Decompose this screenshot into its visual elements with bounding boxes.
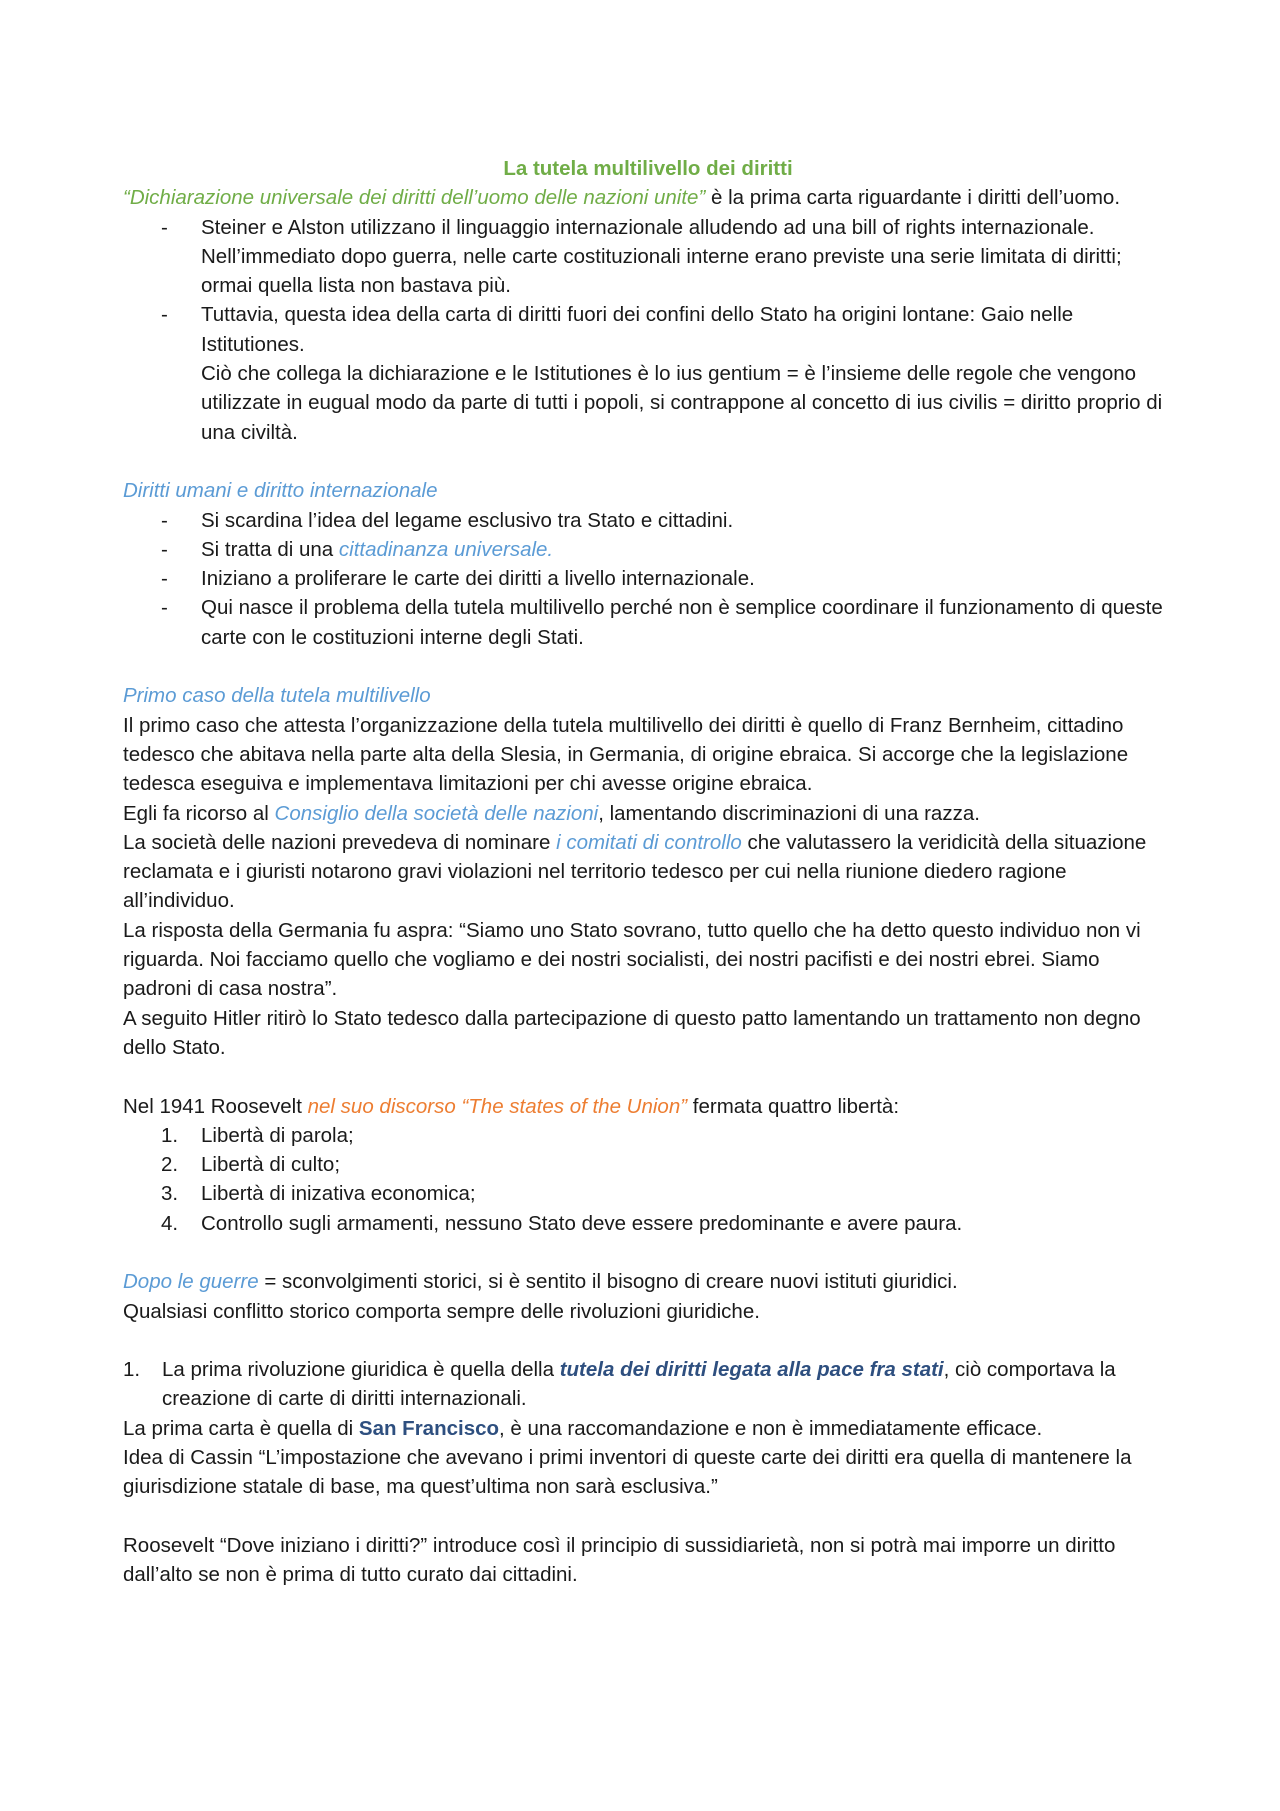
list-item: [123, 1121, 1173, 1150]
spacer: [123, 447, 1173, 476]
spacer: [123, 1238, 1173, 1267]
intro-quote: “Dichiarazione universale dei diritti dell’uomo delle nazioni unite”: [123, 186, 706, 210]
text: , lamentando discriminazioni di una razza.: [598, 801, 980, 825]
section-heading-first-case: Primo caso della tutela multilivello: [123, 684, 431, 708]
hitler-paragraph: A seguito Hitler ritirò lo Stato tedesco dalla partecipazione di questo patto lamentando un trattamento non degno dello Stato.: [123, 1006, 1141, 1059]
council-paragraph: [123, 799, 1173, 828]
list-item: - Iniziano a proliferare le carte dei diritti a livello internazionale.: [123, 564, 1173, 593]
council-text: Consiglio della società delle nazioni: [274, 801, 599, 825]
subsidiarity-paragraph: Roosevelt “Dove iniziano i diritti?” introduce così il principio di sussidiarietà, non si potrà mai imporre un diritto dall’alto se non è prima di tutto curato dai cittadini.: [123, 1533, 1116, 1587]
list-number: 1.: [161, 1123, 179, 1147]
list-number: 1.: [123, 1358, 141, 1382]
intro-paragraph: [123, 183, 1173, 212]
after-wars-text: Dopo le guerre: [123, 1270, 259, 1294]
list-item: - Steiner e Alston utilizzano il linguaggio internazionale alludendo ad una bill of rights internazionale. Nell’immediato dopo guerra, nelle carte costituzionali interne erano previste una serie limitata di diritti; ormai quella lista non bastava più.: [123, 213, 1173, 301]
list-item-text: Libertà di culto;: [201, 1153, 341, 1177]
revolution-list: [123, 1355, 1173, 1414]
text: che valutassero la veridicità della situazione reclamata e i giuristi notarono gravi violazioni nel territorio tedesco per cui nella riunione diedero ragione all’individuo.: [123, 830, 1147, 913]
committees-text: i comitati di controllo: [556, 830, 742, 854]
list-item-text: Si tratta di una: [201, 537, 339, 561]
text: , è una raccomandazione e non è immediatamente efficace.: [499, 1416, 1043, 1440]
spacer: [123, 652, 1173, 681]
list-item: [123, 1209, 1173, 1238]
after-wars-paragraph: [123, 1267, 1173, 1296]
human-rights-list: [123, 506, 1173, 652]
list-item-text: Libertà di parola;: [201, 1123, 354, 1147]
list-item-text: Libertà di inizativa economica;: [201, 1182, 476, 1206]
first-case-paragraph: Il primo caso che attesta l’organizzazione della tutela multilivello dei diritti è quello di Franz Bernheim, cittadino tedesco che abitava nella parte alta della Slesia, in Germania, di origine ebraica. Si accorge che la legislazione tedesca eseguiva e implementava limitazioni per chi avesse origine ebraica.: [123, 713, 1129, 796]
list-number: 3.: [161, 1182, 179, 1206]
spacer: [123, 1502, 1173, 1531]
section-heading-human-rights: Diritti umani e diritto internazionale: [123, 479, 438, 503]
intro-list: [123, 213, 1173, 447]
list-item: [123, 1179, 1173, 1208]
san-francisco-text: San Francisco: [358, 1416, 500, 1440]
list-item: [123, 300, 1173, 446]
text: fermata quattro libertà:: [687, 1094, 900, 1118]
text: Egli fa ricorso al: [123, 801, 275, 825]
germany-response-paragraph: La risposta della Germania fu aspra: “Siamo uno Stato sovrano, tutto quello che ha detto questo individuo non vi riguarda. Noi facciamo quello che vogliamo e dei nostri socialisti, dei nostri pacifisti e dei nostri ebrei. Siamo padroni di casa nostra”.: [123, 918, 1141, 1001]
cassin-paragraph: Idea di Cassin “L’impostazione che avevano i primi inventori di queste carte dei diritti era quella di mantenere la giurisdizione statale di base, ma quest’ultima non sarà esclusiva.”: [123, 1446, 1132, 1499]
list-item: - Si scardina l’idea del legame esclusivo tra Stato e cittadini.: [123, 506, 1173, 535]
text: La società delle nazioni prevedeva di nominare: [123, 830, 557, 854]
text: , ciò comportava la creazione di carte di diritti internazionali.: [162, 1358, 1116, 1411]
list-item-text: Controllo sugli armamenti, nessuno Stato deve essere predominante e avere paura.: [201, 1211, 963, 1235]
list-item-extra: Ciò che collega la dichiarazione e le Istitutiones è lo ius gentium = è l’insieme delle regole che vengono utilizzate in eugual modo da parte di tutti i popoli, si contrappone al concetto di ius civilis = diritto proprio di una civiltà.: [201, 362, 1163, 444]
spacer: [123, 1326, 1173, 1355]
intro-rest: è la prima carta riguardante i diritti dell’uomo.: [705, 186, 1121, 210]
list-item: [123, 535, 1173, 564]
list-item-text: Tuttavia, questa idea della carta di diritti fuori dei confini dello Stato ha origini lontane: Gaio nelle Istitutiones.: [201, 303, 1074, 356]
text: = sconvolgimenti storici, si è sentito il bisogno di creare nuovi istituti giuridici.: [258, 1270, 958, 1294]
roosevelt-paragraph: [123, 1092, 1173, 1121]
freedoms-list: [123, 1121, 1173, 1238]
document-body: [123, 154, 1173, 1590]
universal-citizenship-text: cittadinanza universale.: [338, 537, 554, 561]
san-francisco-paragraph: [123, 1414, 1173, 1443]
list-item: [123, 1150, 1173, 1179]
text: La prima rivoluzione giuridica è quella della: [162, 1358, 560, 1382]
list-item: [123, 1355, 1173, 1414]
list-number: 4.: [161, 1211, 179, 1235]
text: La prima carta è quella di: [123, 1416, 359, 1440]
speech-title-text: nel suo discorso “The states of the Union”: [307, 1094, 688, 1118]
spacer: [123, 1062, 1173, 1091]
conflict-paragraph: Qualsiasi conflitto storico comporta sempre delle rivoluzioni giuridiche.: [123, 1299, 760, 1323]
list-number: 2.: [161, 1153, 179, 1177]
page-title: La tutela multilivello dei diritti: [503, 157, 793, 180]
list-item: - Qui nasce il problema della tutela multilivello perché non è semplice coordinare il funzionamento di queste carte con le costituzioni interne degli Stati.: [123, 593, 1173, 652]
peace-rights-text: tutela dei diritti legata alla pace fra stati: [559, 1358, 944, 1382]
committees-paragraph: [123, 828, 1173, 916]
text: Nel 1941 Roosevelt: [123, 1094, 308, 1118]
